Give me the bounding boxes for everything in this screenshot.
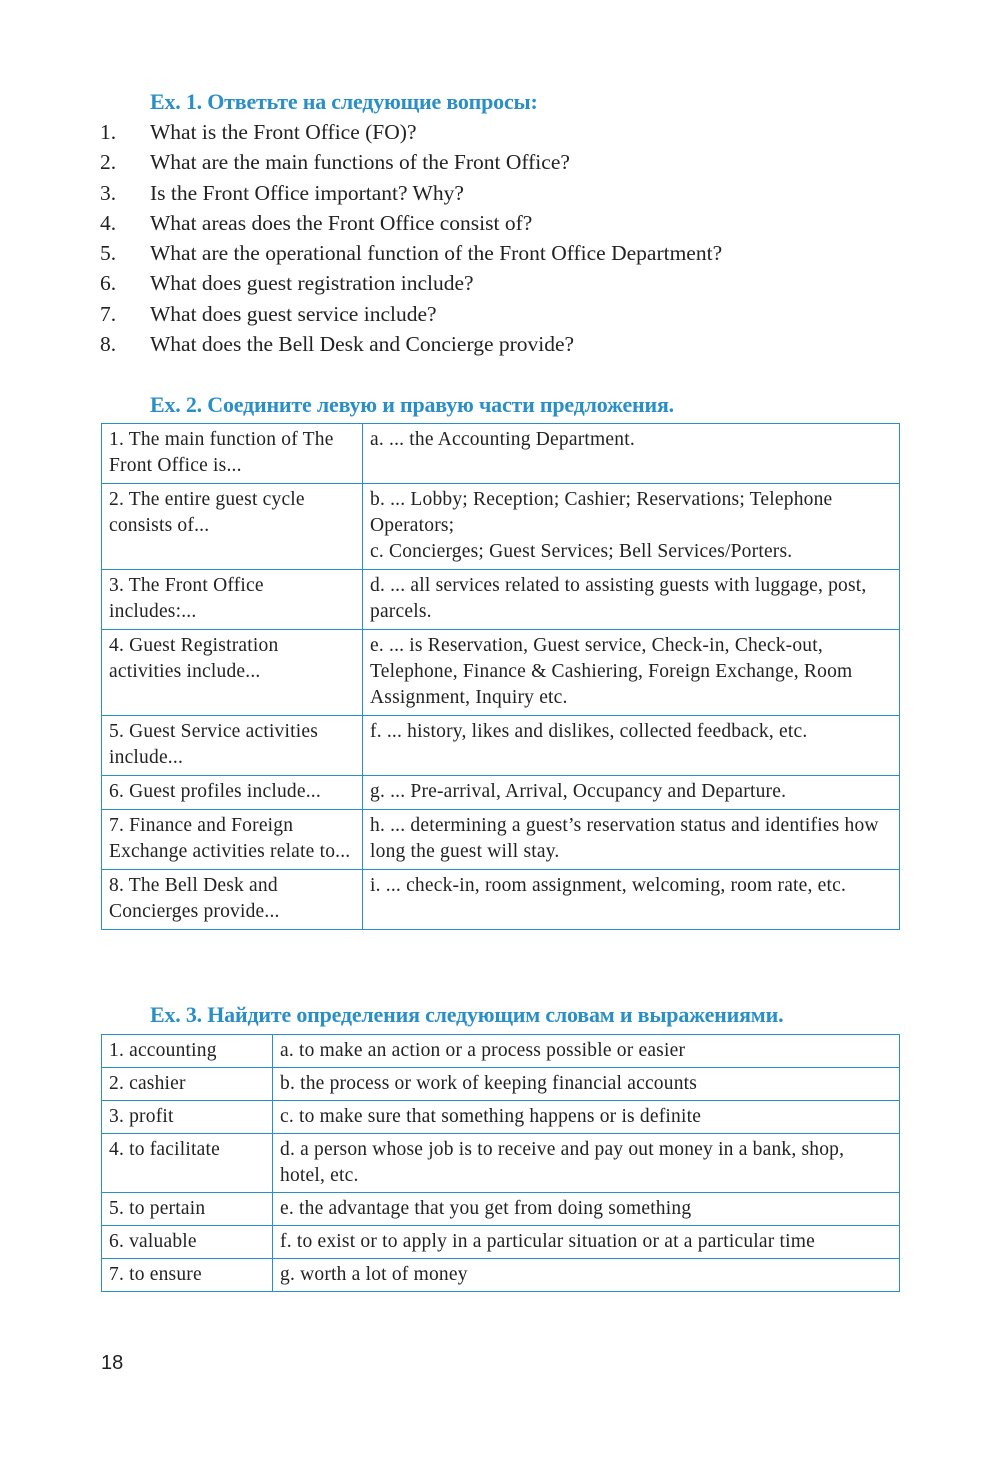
table-cell: b. ... Lobby; Reception; Cashier; Reservations; Telephone Operators; c. Concierges; Guest Services; Bell Services/Porters. — [363, 484, 900, 570]
table-row — [102, 630, 900, 716]
table-cell: 1. The main function of The Front Office is... — [102, 424, 363, 484]
table-row — [102, 1068, 900, 1101]
list-item: 3. Is the Front Office important? Why? — [100, 180, 464, 205]
list-item: 8. What does the Bell Desk and Concierge provide? — [100, 332, 575, 357]
list-item: 7. What does guest service include? — [100, 301, 437, 326]
definitions-table — [101, 1034, 900, 1292]
table-cell: e. ... is Reservation, Guest service, Check-in, Check-out, Telephone, Finance & Cashiering, Foreign Exchange, Room Assignment, Inquiry etc. — [363, 630, 900, 716]
table-cell: i. ... check-in, room assignment, welcoming, room rate, etc. — [363, 870, 900, 930]
table-cell: 2. The entire guest cycle consists of... — [102, 484, 363, 570]
table-cell: 4. to facilitate — [102, 1134, 273, 1193]
list-item: 4. What areas does the Front Office consist of? — [100, 210, 533, 235]
table-cell: d. a person whose job is to receive and pay out money in a bank, shop, hotel, etc. — [273, 1134, 900, 1193]
table-row — [102, 810, 900, 870]
table-row — [102, 776, 900, 810]
exercise-3-heading: Ex. 3. Найдите определения следующим словам и выражениями. — [150, 1002, 784, 1027]
table-row — [102, 1259, 900, 1292]
table-cell: e. the advantage that you get from doing something — [273, 1193, 900, 1226]
table-row — [102, 716, 900, 776]
list-item: 1. What is the Front Office (FO)? — [100, 120, 417, 144]
table-cell: a. to make an action or a process possible or easier — [273, 1035, 900, 1068]
question-list — [100, 117, 722, 359]
table-row — [102, 870, 900, 930]
table-cell: 2. cashier — [102, 1068, 273, 1101]
table-cell: 6. valuable — [102, 1226, 273, 1259]
exercise-2-heading: Ex. 2. Соедините левую и правую части предложения. — [150, 392, 674, 417]
table-row — [102, 1193, 900, 1226]
table-row — [102, 1226, 900, 1259]
table-cell: 7. Finance and Foreign Exchange activities relate to... — [102, 810, 363, 870]
table-cell: f. ... history, likes and dislikes, collected feedback, etc. — [363, 716, 900, 776]
table-cell: a. ... the Accounting Department. — [363, 424, 900, 484]
table-cell: f. to exist or to apply in a particular situation or at a particular time — [273, 1226, 900, 1259]
table-cell: h. ... determining a guest’s reservation status and identifies how long the guest will stay. — [363, 810, 900, 870]
table-row — [102, 1035, 900, 1068]
list-item: 2. What are the main functions of the Front Office? — [100, 150, 570, 175]
table-cell: 5. Guest Service activities include... — [102, 716, 363, 776]
table-row — [102, 1134, 900, 1193]
table-cell: 3. The Front Office includes:... — [102, 570, 363, 630]
table-cell: d. ... all services related to assisting guests with luggage, post, parcels. — [363, 570, 900, 630]
page-number: 18 — [101, 1352, 124, 1374]
list-item: 6. What does guest registration include? — [100, 271, 474, 296]
table-row — [102, 424, 900, 484]
table-cell: 3. profit — [102, 1101, 273, 1134]
matching-table — [101, 423, 900, 930]
table-cell: c. to make sure that something happens or is definite — [273, 1101, 900, 1134]
table-row — [102, 1101, 900, 1134]
table-cell: 5. to pertain — [102, 1193, 273, 1226]
exercise-1-heading: Ex. 1. Ответьте на следующие вопросы: — [150, 89, 538, 114]
table-cell: 1. accounting — [102, 1035, 273, 1068]
table-cell: 8. The Bell Desk and Concierges provide... — [102, 870, 363, 930]
table-cell: 4. Guest Registration activities include... — [102, 630, 363, 716]
table-cell: 7. to ensure — [102, 1259, 273, 1292]
table-row — [102, 484, 900, 570]
table-row — [102, 570, 900, 630]
table-cell: 6. Guest profiles include... — [102, 776, 363, 810]
table-cell: b. the process or work of keeping financial accounts — [273, 1068, 900, 1101]
table-cell: g. ... Pre-arrival, Arrival, Occupancy and Departure. — [363, 776, 900, 810]
table-cell: g. worth a lot of money — [273, 1259, 900, 1292]
list-item: 5. What are the operational function of the Front Office Department? — [100, 241, 723, 266]
